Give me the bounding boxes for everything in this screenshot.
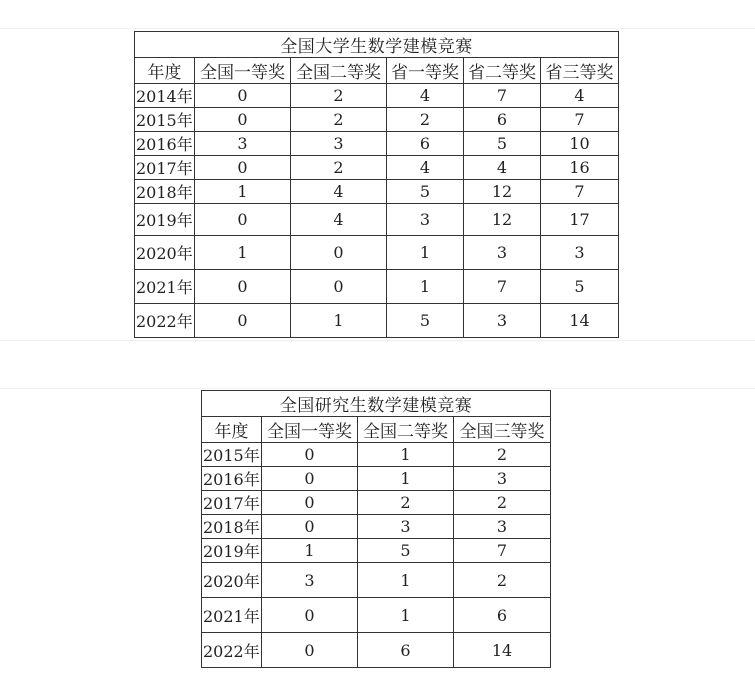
table-row [135, 236, 619, 270]
year-cell: 2020年 [135, 236, 195, 270]
page-divider [0, 28, 755, 29]
table-cell: 10 [541, 132, 619, 156]
table-cell: 4 [291, 180, 387, 204]
table-cell: 12 [464, 180, 541, 204]
year-cell: 2018年 [135, 180, 195, 204]
year-cell: 2019年 [135, 204, 195, 236]
table-row [135, 304, 619, 338]
table-cell: 7 [541, 108, 619, 132]
year-cell: 2021年 [202, 598, 262, 633]
table-cell: 7 [464, 84, 541, 108]
year-cell: 2020年 [202, 563, 262, 598]
table-cell: 3 [464, 236, 541, 270]
table-row [202, 539, 551, 563]
graduate-awards-table [201, 390, 551, 668]
table-cell: 0 [262, 515, 358, 539]
year-cell: 2016年 [135, 132, 195, 156]
table-row [202, 443, 551, 467]
table-cell: 4 [387, 84, 464, 108]
table-cell: 3 [262, 563, 358, 598]
table-cell: 1 [358, 598, 454, 633]
column-header: 省二等奖 [464, 58, 541, 84]
table-cell: 1 [291, 304, 387, 338]
column-header: 全国二等奖 [358, 417, 454, 443]
table-cell: 1 [387, 236, 464, 270]
table-row [135, 270, 619, 304]
table-cell: 2 [291, 108, 387, 132]
table-cell: 16 [541, 156, 619, 180]
table-cell: 1 [358, 563, 454, 598]
table-cell: 1 [387, 270, 464, 304]
column-header-year: 年度 [202, 417, 262, 443]
table-cell: 2 [387, 108, 464, 132]
table-row [135, 180, 619, 204]
table-cell: 17 [541, 204, 619, 236]
table-cell: 7 [454, 539, 551, 563]
year-cell: 2019年 [202, 539, 262, 563]
table-cell: 1 [262, 539, 358, 563]
year-cell: 2017年 [135, 156, 195, 180]
column-header-year: 年度 [135, 58, 195, 84]
table-cell: 3 [291, 132, 387, 156]
table-cell: 0 [262, 491, 358, 515]
table-cell: 4 [387, 156, 464, 180]
table-cell: 5 [541, 270, 619, 304]
table-cell: 5 [358, 539, 454, 563]
table-cell: 0 [262, 443, 358, 467]
table-cell: 0 [195, 204, 291, 236]
table-title: 全国研究生数学建模竞赛 [202, 391, 551, 417]
year-cell: 2018年 [202, 515, 262, 539]
table-cell: 0 [195, 108, 291, 132]
column-header: 省一等奖 [387, 58, 464, 84]
table-row [202, 515, 551, 539]
table-cell: 1 [195, 236, 291, 270]
table-row [202, 491, 551, 515]
table-row [135, 132, 619, 156]
page-divider [0, 388, 755, 389]
table-cell: 1 [195, 180, 291, 204]
table-cell: 5 [464, 132, 541, 156]
table-cell: 14 [454, 633, 551, 668]
column-header: 省三等奖 [541, 58, 619, 84]
table-row [135, 84, 619, 108]
year-cell: 2016年 [202, 467, 262, 491]
table-cell: 3 [454, 467, 551, 491]
table-cell: 0 [291, 270, 387, 304]
column-header: 全国二等奖 [291, 58, 387, 84]
table-cell: 3 [195, 132, 291, 156]
table-cell: 4 [541, 84, 619, 108]
table-cell: 0 [195, 156, 291, 180]
column-header: 全国一等奖 [195, 58, 291, 84]
table-row [202, 563, 551, 598]
table-cell: 2 [454, 563, 551, 598]
year-cell: 2014年 [135, 84, 195, 108]
table-cell: 0 [262, 467, 358, 491]
year-cell: 2022年 [135, 304, 195, 338]
table-cell: 6 [454, 598, 551, 633]
table-row [135, 156, 619, 180]
table-cell: 0 [262, 598, 358, 633]
table-cell: 0 [195, 84, 291, 108]
table-row [202, 467, 551, 491]
table-cell: 3 [387, 204, 464, 236]
page-divider [0, 340, 755, 341]
table-cell: 5 [387, 180, 464, 204]
table-cell: 3 [464, 304, 541, 338]
table-row [202, 633, 551, 668]
year-cell: 2015年 [135, 108, 195, 132]
table-cell: 6 [464, 108, 541, 132]
table-cell: 14 [541, 304, 619, 338]
table-cell: 6 [358, 633, 454, 668]
year-cell: 2021年 [135, 270, 195, 304]
table-cell: 2 [358, 491, 454, 515]
table-title: 全国大学生数学建模竞赛 [135, 32, 619, 58]
table-cell: 2 [454, 443, 551, 467]
table-cell: 6 [387, 132, 464, 156]
year-cell: 2017年 [202, 491, 262, 515]
column-header: 全国三等奖 [454, 417, 551, 443]
table-cell: 3 [541, 236, 619, 270]
table-cell: 1 [358, 443, 454, 467]
table-cell: 3 [454, 515, 551, 539]
table-row [135, 204, 619, 236]
table-cell: 5 [387, 304, 464, 338]
undergrad-awards-table [134, 31, 619, 338]
table-cell: 0 [195, 304, 291, 338]
table-cell: 3 [358, 515, 454, 539]
table-cell: 0 [195, 270, 291, 304]
table-cell: 0 [291, 236, 387, 270]
table-row [202, 598, 551, 633]
column-header: 全国一等奖 [262, 417, 358, 443]
table-cell: 4 [291, 204, 387, 236]
table-cell: 7 [464, 270, 541, 304]
year-cell: 2022年 [202, 633, 262, 668]
table-cell: 2 [291, 156, 387, 180]
table-cell: 2 [454, 491, 551, 515]
table-cell: 12 [464, 204, 541, 236]
year-cell: 2015年 [202, 443, 262, 467]
table-cell: 0 [262, 633, 358, 668]
table-cell: 1 [358, 467, 454, 491]
table-cell: 7 [541, 180, 619, 204]
table-row [135, 108, 619, 132]
table-cell: 4 [464, 156, 541, 180]
table-cell: 2 [291, 84, 387, 108]
